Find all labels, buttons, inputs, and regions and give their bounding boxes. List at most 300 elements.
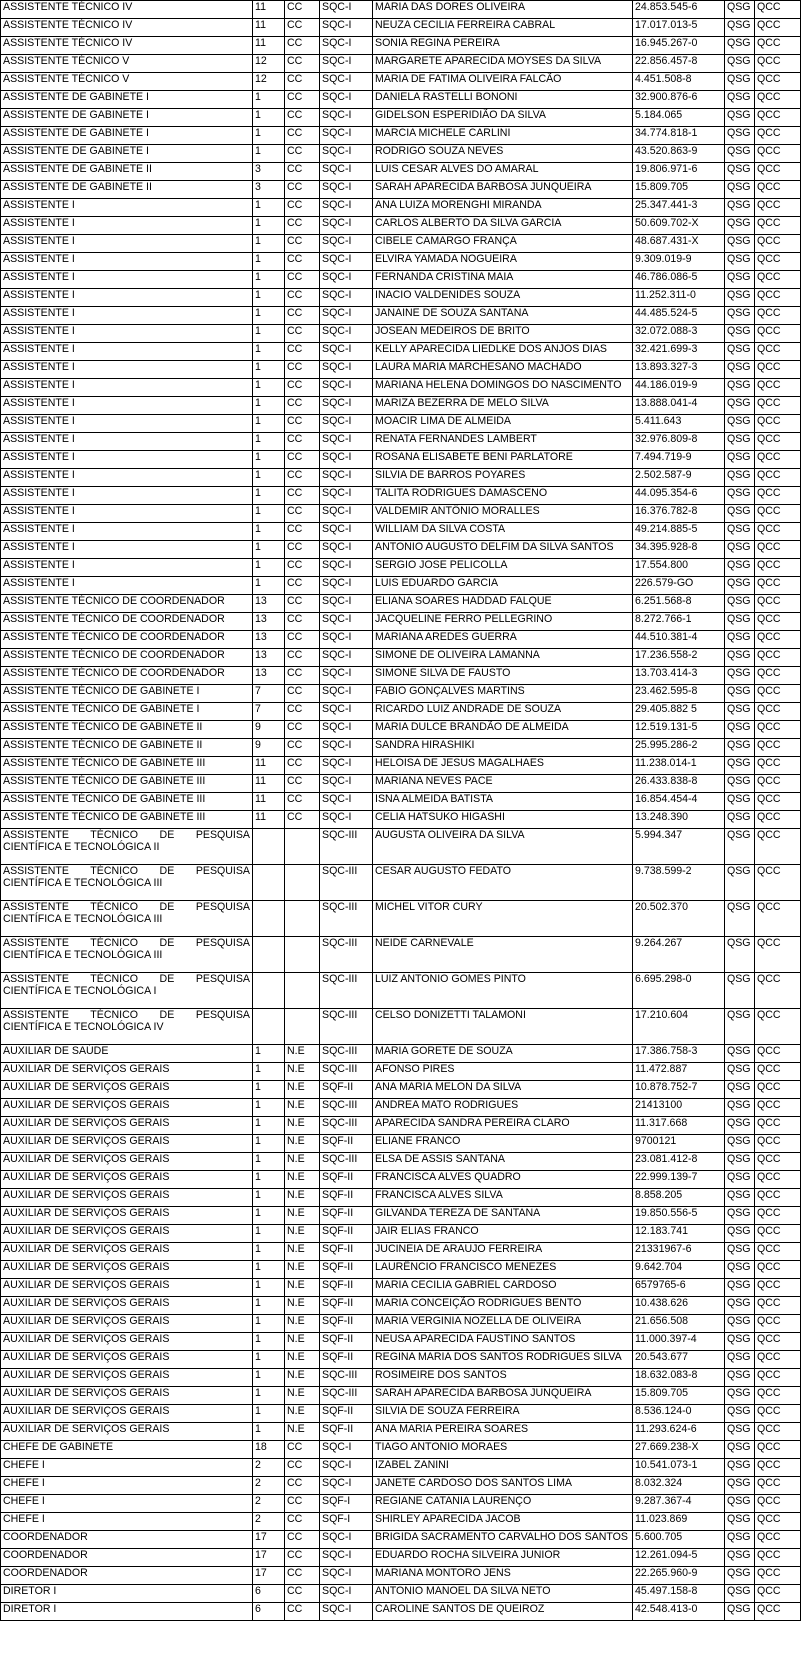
jornada-cell: CC <box>285 757 320 775</box>
quadro-cc-cell: QCC <box>755 181 801 199</box>
jornada-cell: CC <box>285 793 320 811</box>
rg-cell: 13.888.041-4 <box>633 397 725 415</box>
jornada-cell: CC <box>285 433 320 451</box>
nome-cell: LUIS EDUARDO GARCIA <box>373 577 633 595</box>
referencia-cell: 2 <box>253 1477 285 1495</box>
table-row <box>1 739 801 757</box>
nome-cell: MICHEL VITOR CURY <box>373 901 633 937</box>
quadro-cell: QSG <box>725 1405 755 1423</box>
nome-cell: VALDEMIR ANTÔNIO MORALLES <box>373 505 633 523</box>
table-row <box>1 1585 801 1603</box>
nome-cell: SERGIO JOSE PELICOLLA <box>373 559 633 577</box>
rg-cell: 5.411.643 <box>633 415 725 433</box>
quadro-cc-cell: QCC <box>755 703 801 721</box>
nome-cell: DANIELA RASTELLI BONONI <box>373 91 633 109</box>
quadro-cell: QSG <box>725 109 755 127</box>
referencia-cell <box>253 901 285 937</box>
nome-cell: NEUZA CECILIA FERREIRA CABRAL <box>373 19 633 37</box>
cargo-cell: CHEFE I <box>1 1513 253 1531</box>
rg-cell: 49.214.885-5 <box>633 523 725 541</box>
quadro-cell: QSG <box>725 253 755 271</box>
jornada-cell <box>285 1009 320 1045</box>
nome-cell: RENATA FERNANDES LAMBERT <box>373 433 633 451</box>
table-row <box>1 433 801 451</box>
cargo-cell: ASSISTENTE DE GABINETE II <box>1 163 253 181</box>
table-row <box>1 37 801 55</box>
jornada-cell: N.E <box>285 1387 320 1405</box>
referencia-cell: 1 <box>253 1387 285 1405</box>
cargo-cell: ASSISTENTE TÉCNICO DE GABINETE III <box>1 793 253 811</box>
rg-cell: 44.095.354-6 <box>633 487 725 505</box>
nome-cell: FABIO GONÇALVES MARTINS <box>373 685 633 703</box>
referencia-cell: 1 <box>253 109 285 127</box>
cargo-cell: AUXILIAR DE SERVIÇOS GERAIS <box>1 1387 253 1405</box>
cargo-cell: CHEFE I <box>1 1495 253 1513</box>
cargo-cell: ASSISTENTE TÉCNICO DE GABINETE III <box>1 757 253 775</box>
subquadro-cell: SQC-I <box>320 1459 373 1477</box>
cargo-cell: AUXILIAR DE SERVIÇOS GERAIS <box>1 1225 253 1243</box>
rg-cell: 10.438.626 <box>633 1297 725 1315</box>
nome-cell: SILVIA DE SOUZA FERREIRA <box>373 1405 633 1423</box>
jornada-cell: CC <box>285 73 320 91</box>
rg-cell: 8.272.766-1 <box>633 613 725 631</box>
subquadro-cell: SQC-I <box>320 721 373 739</box>
nome-cell: ANTONIO AUGUSTO DELFIM DA SILVA SANTOS <box>373 541 633 559</box>
quadro-cell: QSG <box>725 37 755 55</box>
cargo-cell: CHEFE DE GABINETE <box>1 1441 253 1459</box>
cargo-cell: ASSISTENTE I <box>1 397 253 415</box>
referencia-cell: 17 <box>253 1531 285 1549</box>
quadro-cell: QSG <box>725 433 755 451</box>
quadro-cc-cell: QCC <box>755 1135 801 1153</box>
cargo-cell: AUXILIAR DE SERVIÇOS GERAIS <box>1 1117 253 1135</box>
subquadro-cell: SQC-I <box>320 1549 373 1567</box>
nome-cell: ANA LUIZA MORENGHI MIRANDA <box>373 199 633 217</box>
table-row <box>1 1351 801 1369</box>
cargo-cell: COORDENADOR <box>1 1567 253 1585</box>
referencia-cell: 1 <box>253 1045 285 1063</box>
referencia-cell: 2 <box>253 1513 285 1531</box>
quadro-cell: QSG <box>725 865 755 901</box>
nome-cell: MARIA DE FATIMA OLIVEIRA FALCÃO <box>373 73 633 91</box>
nome-cell: CAROLINE SANTOS DE QUEIROZ <box>373 1603 633 1621</box>
subquadro-cell: SQC-III <box>320 937 373 973</box>
table-row <box>1 253 801 271</box>
jornada-cell: CC <box>285 1477 320 1495</box>
referencia-cell: 1 <box>253 1405 285 1423</box>
rg-cell: 15.809.705 <box>633 181 725 199</box>
rg-cell: 21413100 <box>633 1099 725 1117</box>
referencia-cell: 9 <box>253 739 285 757</box>
jornada-cell: N.E <box>285 1063 320 1081</box>
subquadro-cell: SQC-I <box>320 37 373 55</box>
rg-cell: 13.893.327-3 <box>633 361 725 379</box>
rg-cell: 10.878.752-7 <box>633 1081 725 1099</box>
cargo-cell: ASSISTENTE TÉCNICO DE PESQUISA CIENTÍFICA E TECNOLÓGICA III <box>1 901 253 937</box>
subquadro-cell: SQF-I <box>320 1495 373 1513</box>
rg-cell: 32.900.876-6 <box>633 91 725 109</box>
rg-cell: 16.854.454-4 <box>633 793 725 811</box>
quadro-cc-cell: QCC <box>755 739 801 757</box>
table-row <box>1 1441 801 1459</box>
quadro-cell: QSG <box>725 217 755 235</box>
quadro-cc-cell: QCC <box>755 1207 801 1225</box>
jornada-cell: CC <box>285 271 320 289</box>
table-row <box>1 1009 801 1045</box>
quadro-cell: QSG <box>725 1423 755 1441</box>
subquadro-cell: SQC-III <box>320 1369 373 1387</box>
nome-cell: TIAGO ANTONIO MORAES <box>373 1441 633 1459</box>
rg-cell: 8.858.205 <box>633 1189 725 1207</box>
table-row <box>1 1243 801 1261</box>
subquadro-cell: SQC-I <box>320 163 373 181</box>
subquadro-cell: SQC-I <box>320 541 373 559</box>
subquadro-cell: SQC-I <box>320 217 373 235</box>
referencia-cell: 1 <box>253 325 285 343</box>
cargo-cell: AUXILIAR DE SERVIÇOS GERAIS <box>1 1351 253 1369</box>
table-row <box>1 901 801 937</box>
nome-cell: IZABEL ZANINI <box>373 1459 633 1477</box>
table-row <box>1 307 801 325</box>
jornada-cell: CC <box>285 1567 320 1585</box>
referencia-cell: 1 <box>253 523 285 541</box>
quadro-cc-cell: QCC <box>755 1333 801 1351</box>
referencia-cell <box>253 937 285 973</box>
quadro-cell: QSG <box>725 757 755 775</box>
referencia-cell: 1 <box>253 1279 285 1297</box>
subquadro-cell: SQF-II <box>320 1279 373 1297</box>
quadro-cell: QSG <box>725 1 755 19</box>
rg-cell: 8.536.124-0 <box>633 1405 725 1423</box>
referencia-cell: 1 <box>253 307 285 325</box>
quadro-cc-cell: QCC <box>755 1459 801 1477</box>
nome-cell: LAURA MARIA MARCHESANO MACHADO <box>373 361 633 379</box>
cargo-cell: ASSISTENTE TÉCNICO DE PESQUISA CIENTÍFICA E TECNOLÓGICA III <box>1 865 253 901</box>
rg-cell: 6.695.298-0 <box>633 973 725 1009</box>
subquadro-cell: SQC-I <box>320 1441 373 1459</box>
nome-cell: MARIA DULCE BRANDÃO DE ALMEIDA <box>373 721 633 739</box>
subquadro-cell: SQC-I <box>320 91 373 109</box>
cargo-cell: ASSISTENTE I <box>1 289 253 307</box>
nome-cell: ROSIMEIRE DOS SANTOS <box>373 1369 633 1387</box>
quadro-cell: QSG <box>725 649 755 667</box>
referencia-cell: 13 <box>253 649 285 667</box>
table-row <box>1 685 801 703</box>
referencia-cell: 1 <box>253 1171 285 1189</box>
quadro-cc-cell: QCC <box>755 1243 801 1261</box>
table-row <box>1 973 801 1009</box>
table-row <box>1 127 801 145</box>
jornada-cell <box>285 901 320 937</box>
jornada-cell: N.E <box>285 1153 320 1171</box>
rg-cell: 25.995.286-2 <box>633 739 725 757</box>
quadro-cc-cell: QCC <box>755 1549 801 1567</box>
quadro-cell: QSG <box>725 937 755 973</box>
quadro-cc-cell: QCC <box>755 595 801 613</box>
jornada-cell: CC <box>285 559 320 577</box>
table-row <box>1 235 801 253</box>
nome-cell: JACQUELINE FERRO PELLEGRINO <box>373 613 633 631</box>
table-row <box>1 1315 801 1333</box>
quadro-cell: QSG <box>725 1369 755 1387</box>
nome-cell: MARIA CECILIA GABRIEL CARDOSO <box>373 1279 633 1297</box>
quadro-cc-cell: QCC <box>755 37 801 55</box>
nome-cell: MARIANA HELENA DOMINGOS DO NASCIMENTO <box>373 379 633 397</box>
subquadro-cell: SQC-I <box>320 361 373 379</box>
cargo-cell: AUXILIAR DE SERVIÇOS GERAIS <box>1 1171 253 1189</box>
jornada-cell: CC <box>285 595 320 613</box>
referencia-cell: 1 <box>253 1063 285 1081</box>
rg-cell: 17.210.604 <box>633 1009 725 1045</box>
referencia-cell: 11 <box>253 811 285 829</box>
cargo-cell: ASSISTENTE TÉCNICO DE PESQUISA CIENTÍFICA E TECNOLÓGICA II <box>1 829 253 865</box>
table-row <box>1 1333 801 1351</box>
table-row <box>1 1423 801 1441</box>
jornada-cell: CC <box>285 415 320 433</box>
jornada-cell: N.E <box>285 1333 320 1351</box>
quadro-cell: QSG <box>725 1477 755 1495</box>
jornada-cell: N.E <box>285 1405 320 1423</box>
referencia-cell: 1 <box>253 217 285 235</box>
subquadro-cell: SQC-I <box>320 451 373 469</box>
nome-cell: ISNA ALMEIDA BATISTA <box>373 793 633 811</box>
table-row <box>1 793 801 811</box>
referencia-cell: 11 <box>253 757 285 775</box>
cargo-cell: COORDENADOR <box>1 1531 253 1549</box>
rg-cell: 11.000.397-4 <box>633 1333 725 1351</box>
cargo-cell: ASSISTENTE TÉCNICO IV <box>1 37 253 55</box>
nome-cell: AUGUSTA OLIVEIRA DA SILVA <box>373 829 633 865</box>
cargo-cell: DIRETOR I <box>1 1585 253 1603</box>
quadro-cc-cell: QCC <box>755 1369 801 1387</box>
jornada-cell: N.E <box>285 1117 320 1135</box>
quadro-cc-cell: QCC <box>755 289 801 307</box>
quadro-cell: QSG <box>725 613 755 631</box>
quadro-cell: QSG <box>725 1333 755 1351</box>
quadro-cell: QSG <box>725 793 755 811</box>
nome-cell: FRANCISCA ALVES SILVA <box>373 1189 633 1207</box>
table-row <box>1 613 801 631</box>
subquadro-cell: SQC-III <box>320 973 373 1009</box>
jornada-cell: CC <box>285 1549 320 1567</box>
quadro-cc-cell: QCC <box>755 109 801 127</box>
quadro-cc-cell: QCC <box>755 1261 801 1279</box>
referencia-cell: 1 <box>253 1261 285 1279</box>
table-row <box>1 1189 801 1207</box>
jornada-cell: CC <box>285 631 320 649</box>
table-row <box>1 649 801 667</box>
quadro-cell: QSG <box>725 1117 755 1135</box>
referencia-cell: 11 <box>253 793 285 811</box>
table-row <box>1 1225 801 1243</box>
referencia-cell: 1 <box>253 487 285 505</box>
nome-cell: FERNANDA CRISTINA MAIA <box>373 271 633 289</box>
jornada-cell: CC <box>285 199 320 217</box>
jornada-cell: CC <box>285 361 320 379</box>
quadro-cc-cell: QCC <box>755 1387 801 1405</box>
cargo-cell: ASSISTENTE DE GABINETE II <box>1 181 253 199</box>
cargo-cell: ASSISTENTE TÉCNICO DE GABINETE II <box>1 721 253 739</box>
nome-cell: AFONSO PIRES <box>373 1063 633 1081</box>
referencia-cell: 1 <box>253 1225 285 1243</box>
quadro-cc-cell: QCC <box>755 1 801 19</box>
table-row <box>1 379 801 397</box>
quadro-cc-cell: QCC <box>755 1189 801 1207</box>
jornada-cell: CC <box>285 811 320 829</box>
subquadro-cell: SQC-III <box>320 1009 373 1045</box>
referencia-cell: 1 <box>253 577 285 595</box>
table-row <box>1 325 801 343</box>
quadro-cc-cell: QCC <box>755 1117 801 1135</box>
subquadro-cell: SQC-I <box>320 235 373 253</box>
rg-cell: 13.703.414-3 <box>633 667 725 685</box>
table-row <box>1 595 801 613</box>
quadro-cell: QSG <box>725 1045 755 1063</box>
referencia-cell: 1 <box>253 505 285 523</box>
jornada-cell: N.E <box>285 1243 320 1261</box>
referencia-cell: 7 <box>253 685 285 703</box>
cargo-cell: AUXILIAR DE SERVIÇOS GERAIS <box>1 1135 253 1153</box>
table-row <box>1 541 801 559</box>
referencia-cell <box>253 973 285 1009</box>
quadro-cc-cell: QCC <box>755 469 801 487</box>
cargo-cell: ASSISTENTE I <box>1 343 253 361</box>
nome-cell: ELIANE FRANCO <box>373 1135 633 1153</box>
quadro-cell: QSG <box>725 1189 755 1207</box>
referencia-cell: 1 <box>253 127 285 145</box>
quadro-cc-cell: QCC <box>755 721 801 739</box>
quadro-cc-cell: QCC <box>755 1099 801 1117</box>
nome-cell: REGINA MARIA DOS SANTOS RODRIGUES SILVA <box>373 1351 633 1369</box>
quadro-cell: QSG <box>725 721 755 739</box>
subquadro-cell: SQC-I <box>320 739 373 757</box>
cargo-cell: ASSISTENTE I <box>1 523 253 541</box>
quadro-cc-cell: QCC <box>755 379 801 397</box>
jornada-cell: CC <box>285 343 320 361</box>
jornada-cell: CC <box>285 451 320 469</box>
jornada-cell: CC <box>285 19 320 37</box>
nome-cell: CELSO DONIZETTI TALAMONI <box>373 1009 633 1045</box>
nome-cell: RODRIGO SOUZA NEVES <box>373 145 633 163</box>
table-row <box>1 397 801 415</box>
jornada-cell: CC <box>285 181 320 199</box>
nome-cell: KELLY APARECIDA LIEDLKE DOS ANJOS DIAS <box>373 343 633 361</box>
jornada-cell: CC <box>285 523 320 541</box>
quadro-cell: QSG <box>725 685 755 703</box>
referencia-cell: 18 <box>253 1441 285 1459</box>
rg-cell: 9.309.019-9 <box>633 253 725 271</box>
cargo-cell: ASSISTENTE DE GABINETE I <box>1 91 253 109</box>
quadro-cc-cell: QCC <box>755 361 801 379</box>
quadro-cell: QSG <box>725 1063 755 1081</box>
rg-cell: 45.497.158-8 <box>633 1585 725 1603</box>
subquadro-cell: SQC-I <box>320 775 373 793</box>
quadro-cell: QSG <box>725 1297 755 1315</box>
rg-cell: 16.376.782-8 <box>633 505 725 523</box>
rg-cell: 12.261.094-5 <box>633 1549 725 1567</box>
quadro-cell: QSG <box>725 1567 755 1585</box>
table-row <box>1 1477 801 1495</box>
rg-cell: 17.386.758-3 <box>633 1045 725 1063</box>
subquadro-cell: SQC-I <box>320 469 373 487</box>
quadro-cell: QSG <box>725 19 755 37</box>
cargo-cell: ASSISTENTE I <box>1 307 253 325</box>
cargo-cell: ASSISTENTE I <box>1 451 253 469</box>
rg-cell: 5.994.347 <box>633 829 725 865</box>
subquadro-cell: SQC-I <box>320 685 373 703</box>
cargo-cell: AUXILIAR DE SERVIÇOS GERAIS <box>1 1279 253 1297</box>
jornada-cell: CC <box>285 325 320 343</box>
referencia-cell: 2 <box>253 1495 285 1513</box>
table-row <box>1 145 801 163</box>
referencia-cell: 1 <box>253 91 285 109</box>
nome-cell: GIDELSON ESPERIDIÃO DA SILVA <box>373 109 633 127</box>
jornada-cell: N.E <box>285 1261 320 1279</box>
subquadro-cell: SQC-I <box>320 289 373 307</box>
quadro-cell: QSG <box>725 811 755 829</box>
subquadro-cell: SQF-II <box>320 1297 373 1315</box>
quadro-cell: QSG <box>725 1495 755 1513</box>
rg-cell: 22.856.457-8 <box>633 55 725 73</box>
cargo-cell: ASSISTENTE TÉCNICO IV <box>1 1 253 19</box>
quadro-cc-cell: QCC <box>755 163 801 181</box>
referencia-cell: 1 <box>253 253 285 271</box>
referencia-cell: 13 <box>253 667 285 685</box>
quadro-cc-cell: QCC <box>755 1603 801 1621</box>
nome-cell: MARGARETE APARECIDA MOYSES DA SILVA <box>373 55 633 73</box>
nome-cell: MARIA GORETE DE SOUZA <box>373 1045 633 1063</box>
nome-cell: CARLOS ALBERTO DA SILVA GARCIA <box>373 217 633 235</box>
nome-cell: ELVIRA YAMADA NOGUEIRA <box>373 253 633 271</box>
cargo-cell: ASSISTENTE TÉCNICO DE PESQUISA CIENTÍFICA E TECNOLÓGICA III <box>1 937 253 973</box>
nome-cell: RICARDO LUIZ ANDRADE DE SOUZA <box>373 703 633 721</box>
nome-cell: ELSA DE ASSIS SANTANA <box>373 1153 633 1171</box>
quadro-cell: QSG <box>725 487 755 505</box>
jornada-cell: CC <box>285 1603 320 1621</box>
jornada-cell: CC <box>285 541 320 559</box>
quadro-cell: QSG <box>725 145 755 163</box>
nome-cell: SILVIA DE BARROS POYARES <box>373 469 633 487</box>
rg-cell: 17.017.013-5 <box>633 19 725 37</box>
jornada-cell: CC <box>285 37 320 55</box>
quadro-cell: QSG <box>725 55 755 73</box>
rg-cell: 26.433.838-8 <box>633 775 725 793</box>
rg-cell: 29.405.882 5 <box>633 703 725 721</box>
table-row <box>1 1459 801 1477</box>
quadro-cc-cell: QCC <box>755 91 801 109</box>
referencia-cell: 11 <box>253 1 285 19</box>
cargo-cell: ASSISTENTE TÉCNICO V <box>1 73 253 91</box>
jornada-cell: CC <box>285 397 320 415</box>
quadro-cell: QSG <box>725 235 755 253</box>
table-row <box>1 1495 801 1513</box>
referencia-cell: 1 <box>253 1351 285 1369</box>
nome-cell: GILVANDA TEREZA DE SANTANA <box>373 1207 633 1225</box>
subquadro-cell: SQC-I <box>320 73 373 91</box>
subquadro-cell: SQC-III <box>320 865 373 901</box>
quadro-cc-cell: QCC <box>755 1279 801 1297</box>
referencia-cell: 3 <box>253 163 285 181</box>
quadro-cc-cell: QCC <box>755 1405 801 1423</box>
quadro-cc-cell: QCC <box>755 271 801 289</box>
subquadro-cell: SQC-III <box>320 829 373 865</box>
subquadro-cell: SQC-I <box>320 343 373 361</box>
quadro-cell: QSG <box>725 1387 755 1405</box>
subquadro-cell: SQC-I <box>320 487 373 505</box>
subquadro-cell: SQC-I <box>320 271 373 289</box>
subquadro-cell: SQF-II <box>320 1207 373 1225</box>
nome-cell: ELIANA SOARES HADDAD FALQUE <box>373 595 633 613</box>
